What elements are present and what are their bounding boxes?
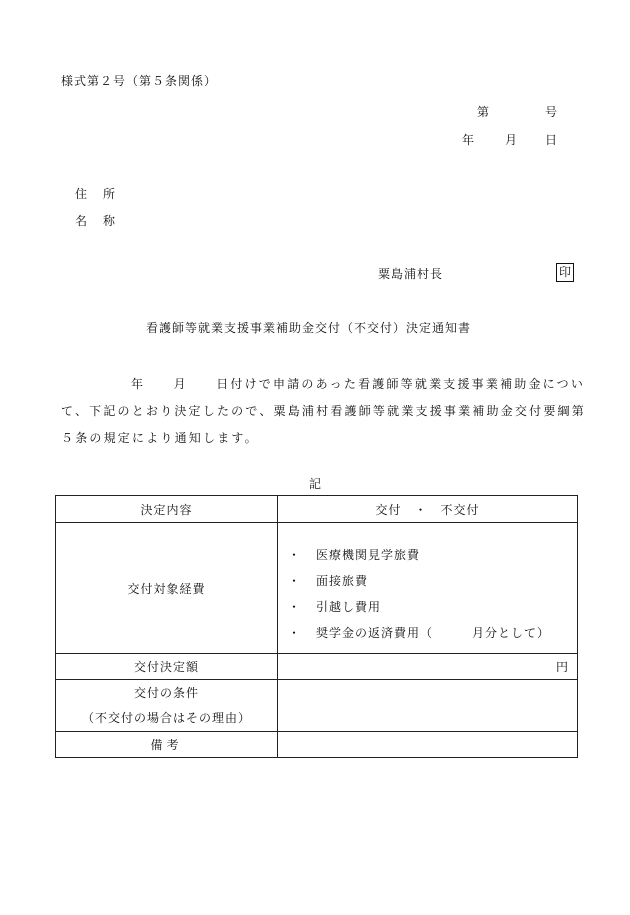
amount-unit: 円 <box>278 654 578 680</box>
condition-value <box>278 680 578 732</box>
condition-label <box>56 680 278 732</box>
doc-no-suffix: 号 <box>545 105 559 119</box>
expense-label: 交付対象経費 <box>56 523 278 654</box>
decision-table <box>55 495 578 758</box>
address-label: 住 所 <box>75 187 118 201</box>
expense-item-text: 奨学金の返済費用（ 月分として） <box>316 626 551 640</box>
form-number: 様式第２号（第５条関係） <box>61 74 218 88</box>
date-day: 日 <box>545 133 559 147</box>
body-line-2: て、下記のとおり決定したので、粟島浦村看護師等就業支援事業補助金交付要綱第 <box>61 404 586 418</box>
body-line-1: 年 月 日付けで申請のあった看護師等就業支援事業補助金につい <box>131 377 586 391</box>
remarks-row <box>56 732 578 758</box>
date-year: 年 <box>462 133 476 147</box>
expense-item <box>288 542 577 568</box>
remarks-label: 備考 <box>56 732 278 758</box>
document-title: 看護師等就業支援事業補助金交付（不交付）決定通知書 <box>146 321 472 335</box>
expense-item-text: 面接旅費 <box>316 574 369 588</box>
decision-label: 決定内容 <box>56 496 278 523</box>
expense-item <box>288 620 577 646</box>
condition-label-line1: 交付の条件 <box>133 685 199 700</box>
condition-row <box>56 680 578 732</box>
bullet: ・ <box>288 626 302 640</box>
expense-item <box>288 594 577 620</box>
bullet: ・ <box>288 548 302 562</box>
name-label: 名 称 <box>75 214 118 228</box>
expense-item-text: 医療機関見学旅費 <box>316 548 421 562</box>
expense-item-text: 引越し費用 <box>316 600 382 614</box>
doc-no-prefix: 第 <box>477 105 491 119</box>
ki-heading: 記 <box>309 477 323 491</box>
expense-items-list <box>278 530 577 646</box>
seal-stamp: 印 <box>556 263 574 282</box>
decision-value: 交付 ・ 不交付 <box>278 496 578 523</box>
decision-row <box>56 496 578 523</box>
expense-items-cell <box>278 523 578 654</box>
bullet: ・ <box>288 600 302 614</box>
remarks-value <box>278 732 578 758</box>
amount-row <box>56 654 578 680</box>
expense-row <box>56 523 578 654</box>
bullet: ・ <box>288 574 302 588</box>
amount-label: 交付決定額 <box>56 654 278 680</box>
condition-label-line2: （不交付の場合はその理由） <box>81 710 251 725</box>
body-line-3: ５条の規定により通知します。 <box>61 431 259 445</box>
expense-item <box>288 568 577 594</box>
date-month: 月 <box>505 133 519 147</box>
sender-title: 粟島浦村長 <box>378 267 444 281</box>
